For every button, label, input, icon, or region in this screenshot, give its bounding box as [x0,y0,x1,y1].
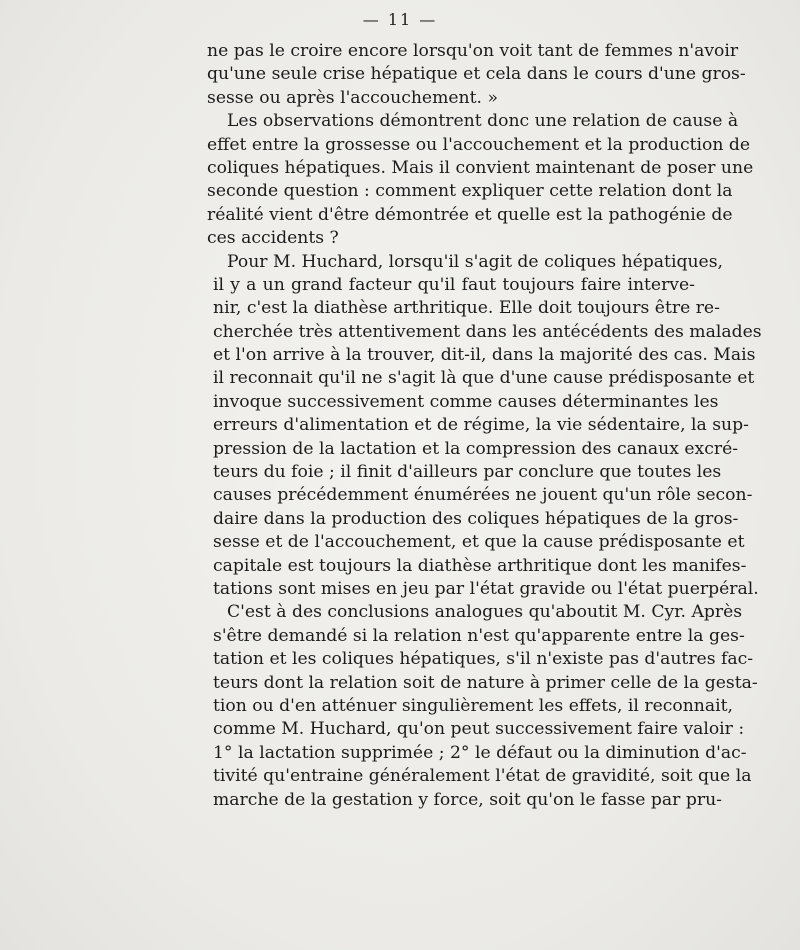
text-line: marche de la gestation y force, soit qu'on le fasse par pru- [213,789,722,810]
text-line: réalité vient d'être démontrée et quelle est la pathogénie de [207,204,733,225]
text-line: comme M. Huchard, qu'on peut successivement faire valoir : [213,719,745,740]
text-line: sesse et de l'accouchement, et que la cause prédisposante et [213,532,745,553]
text-line: s'être demandé si la relation n'est qu'apparente entre la ges- [213,625,745,646]
text-line: pression de la lactation et la compression des canaux excré- [213,438,739,459]
text-line: Les observations démontrent donc une relation de cause à [227,111,739,132]
text-line: il y a un grand facteur qu'il faut toujours faire interve- [213,274,695,295]
text-line: sesse ou après l'accouchement. » [207,87,498,108]
text-line: erreurs d'alimentation et de régime, la vie sédentaire, la sup- [213,415,749,436]
text-line: ne pas le croire encore lorsqu'on voit tant de femmes n'avoir [207,41,739,61]
text-line: invoque successivement comme causes déterminantes les [213,391,719,412]
text-line: tations sont mises en jeu par l'état gravide ou l'état puerpéral. [213,578,759,599]
text-line: tation et les coliques hépatiques, s'il n'existe pas d'autres fac- [213,649,754,670]
text-body [207,40,762,812]
text-line: effet entre la grossesse ou l'accouchement et la production de [207,134,751,155]
text-line: qu'une seule crise hépatique et cela dans le cours d'une gros- [207,64,746,85]
text-line: il reconnait qu'il ne s'agit là que d'une cause prédisposante et [213,368,755,389]
text-line: 1° la lactation supprimée ; 2° le défaut ou la diminution d'ac- [213,742,747,763]
text-line: ces accidents ? [207,228,339,249]
text-line: nir, c'est la diathèse arthritique. Elle doit toujours être re- [213,298,720,319]
text-line: teurs dont la relation soit de nature à primer celle de la gesta- [213,672,758,693]
page-number: — 11 — [362,10,438,29]
text-line: C'est à des conclusions analogues qu'aboutit M. Cyr. Après [227,602,743,623]
text-line: tion ou d'en atténuer singulièrement les effets, il reconnait, [213,695,733,716]
text-line: teurs du foie ; il finit d'ailleurs par conclure que toutes les [213,462,722,483]
text-line: seconde question : comment expliquer cette relation dont la [207,181,733,202]
text-line: coliques hépatiques. Mais il convient maintenant de poser une [207,157,754,178]
text-line: capitale est toujours la diathèse arthritique dont les manifes- [213,555,747,576]
text-line: daire dans la production des coliques hépatiques de la gros- [213,508,739,529]
text-line: causes précédemment énumérées ne jouent qu'un rôle secon- [213,485,753,506]
text-line: Pour M. Huchard, lorsqu'il s'agit de coliques hépatiques, [227,251,723,272]
text-line: tivité qu'entraine généralement l'état de gravidité, soit que la [213,766,752,787]
text-line: et l'on arrive à la trouver, dit-il, dans la majorité des cas. Mais [213,345,756,366]
text-line: cherchée très attentivement dans les antécédents des malades [213,321,762,342]
